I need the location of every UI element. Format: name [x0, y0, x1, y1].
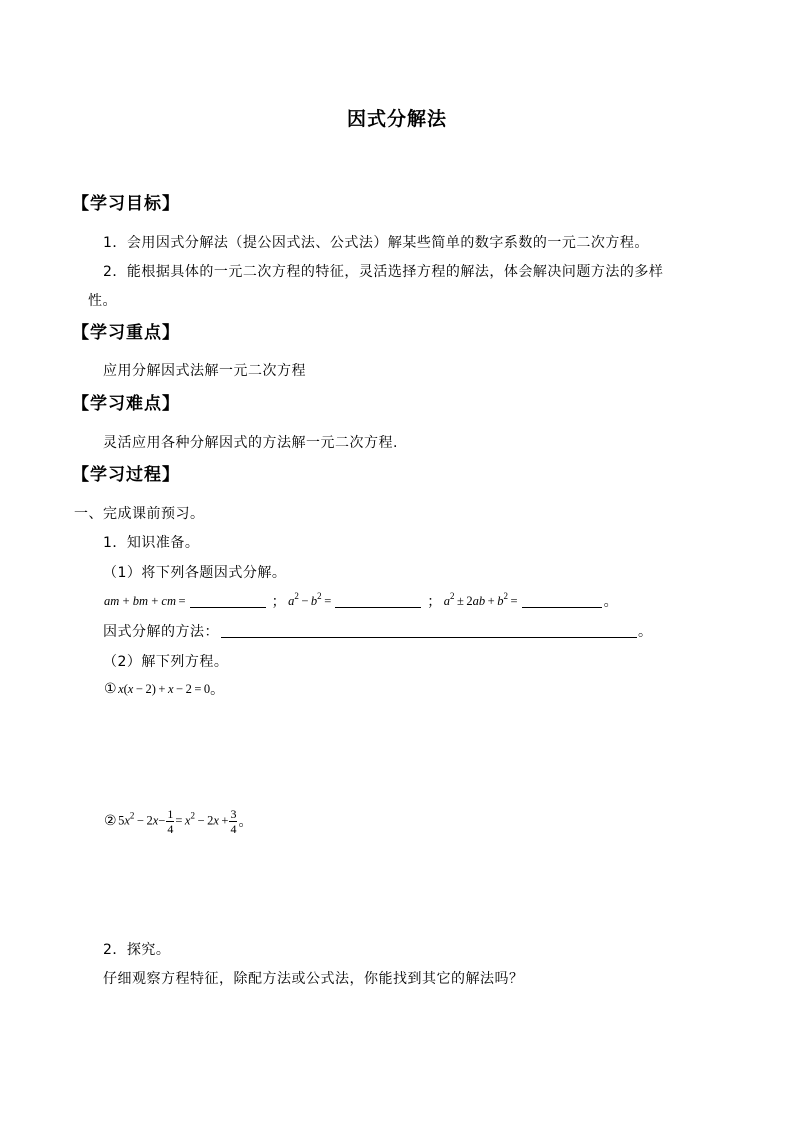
separator-2: ；: [427, 594, 442, 610]
section-heading-goals: 【学习目标】: [72, 194, 180, 214]
fraction-one-quarter: $\frac{1}{4}$: [167, 806, 174, 836]
expression-a2-minus-b2: $a^2 - b^2$ =: [288, 590, 332, 608]
section-heading-key-points: 【学习重点】: [72, 323, 180, 343]
section-heading-difficulties: 【学习难点】: [72, 394, 180, 414]
row-end-period: 。: [603, 594, 619, 610]
expression-am-bm-cm: am + bm + cm =: [104, 593, 186, 608]
circled-two-marker: ②: [104, 813, 118, 829]
page-title: 因式分解法: [346, 108, 447, 130]
circled-one-marker: ①: [104, 681, 118, 697]
fraction-three-quarters: $\frac{3}{4}$: [230, 806, 237, 836]
process-part-1: 一、完成课前预习。: [74, 506, 205, 522]
question-2-instruction: （2）解下列方程。: [103, 654, 229, 670]
equation-1-end: 。: [210, 682, 225, 698]
goal-item-2-line-2: 性。: [88, 293, 117, 309]
question-1-instruction: （1）将下列各题因式分解。: [103, 565, 287, 581]
goal-item-2-line-1: 2．能根据具体的一元二次方程的特征，灵活选择方程的解法，体会解决问题方法的多样: [103, 264, 664, 280]
goal-item-1: 1．会用因式分解法（提公因式法、公式法）解某些简单的数字系数的一元二次方程。: [103, 235, 649, 251]
difficulties-text: 灵活应用各种分解因式的方法解一元二次方程.: [103, 435, 398, 451]
method-answer-blank[interactable]: [221, 625, 637, 638]
explore-question: 仔细观察方程特征，除配方法或公式法，你能找到其它的解法吗？: [103, 971, 524, 987]
explore-heading: 2．探究。: [103, 942, 171, 958]
equation-1: x(x − 2) + x − 2 = 0: [118, 681, 211, 696]
answer-blank-3[interactable]: [522, 595, 602, 608]
section-heading-process: 【学习过程】: [72, 465, 180, 485]
key-points-text: 应用分解因式法解一元二次方程: [103, 363, 306, 379]
equation-1-row: [104, 679, 225, 699]
method-row: [103, 621, 653, 641]
factorization-row: [104, 591, 618, 611]
equation-2-row: [104, 801, 253, 841]
method-label: 因式分解的方法：: [103, 624, 219, 640]
expression-a2-pm-2ab-b2: $a^2 \pm 2ab + b^2$ =: [443, 590, 518, 608]
method-end-period: 。: [638, 624, 653, 640]
equation-2: $5x^2 - 2x-$ $\frac{1}{4}$ = $x^2 - 2x$ + $\frac{3}{4}$: [118, 806, 237, 836]
answer-blank-1[interactable]: [190, 595, 266, 608]
equation-2-end: 。: [238, 814, 253, 830]
answer-blank-2[interactable]: [335, 595, 421, 608]
knowledge-preparation: 1．知识准备。: [103, 535, 200, 551]
separator-1: ；: [271, 594, 287, 610]
